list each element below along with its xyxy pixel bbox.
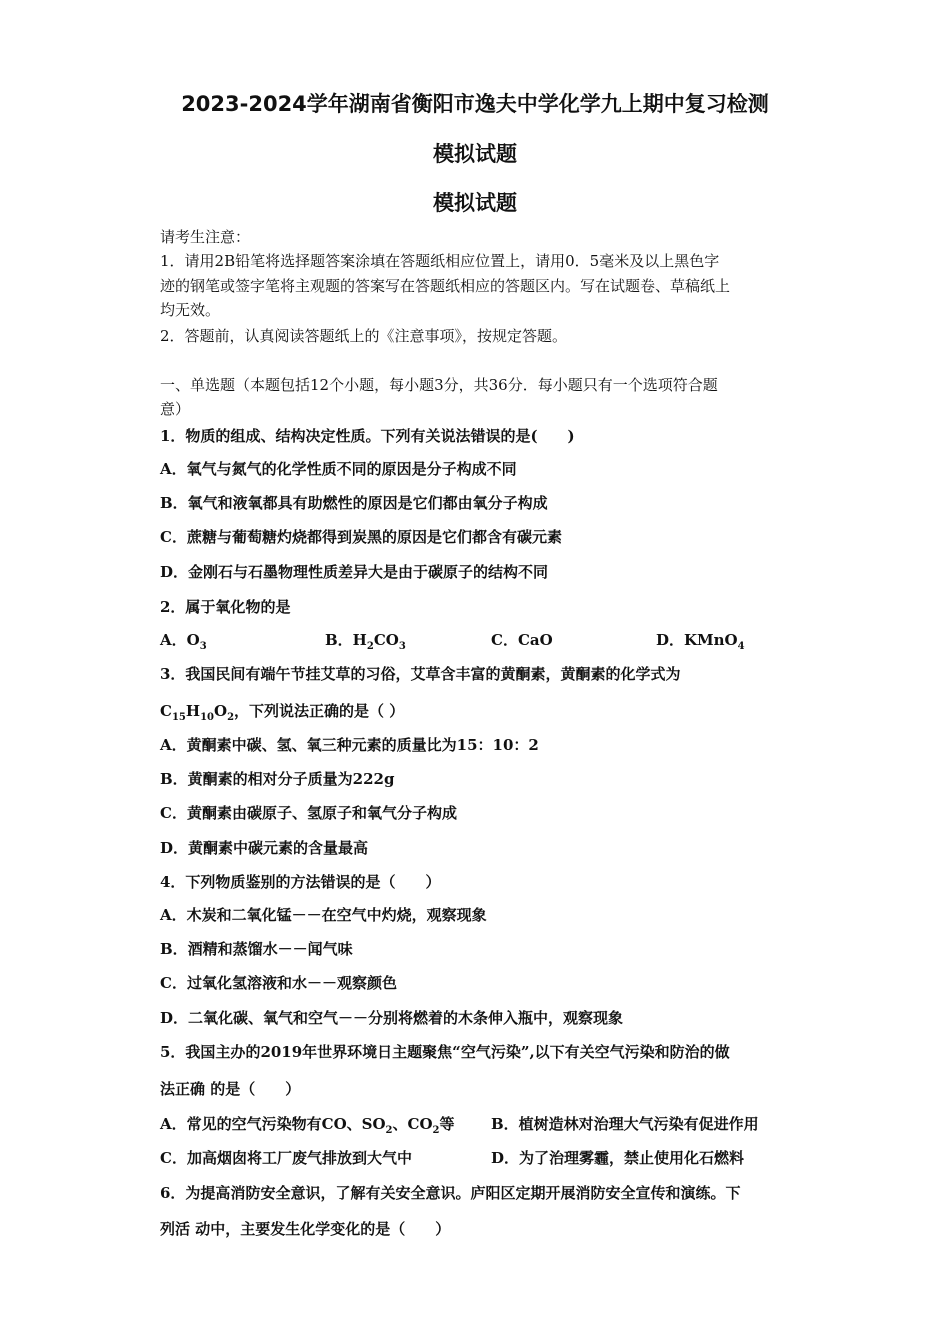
exam-title-line3: 模拟试题 — [433, 191, 517, 215]
exam-title-line2: 模拟试题 — [433, 142, 517, 166]
q3-option-b: B．黄酮素的相对分子质量为222g — [160, 770, 395, 788]
q1-stem: 1．物质的组成、结构决定性质。下列有关说法错误的是( ) — [160, 427, 575, 445]
q2-option-d: D．KMnO$_4$ — [656, 631, 745, 652]
q6-stem-line2: 列活 动中，主要发生化学变化的是（ ） — [160, 1220, 451, 1238]
q3-option-c: C．黄酮素由碳原子、氢原子和氧气分子构成 — [160, 804, 457, 822]
q2-option-a: A．$O_3$ — [160, 631, 207, 652]
q4-option-a: A．木炭和二氧化锰－－在空气中灼烧，观察现象 — [160, 906, 487, 924]
notice-item2: 2．答题前，认真阅读答题纸上的《注意事项》，按规定答题。 — [160, 327, 568, 345]
q3-stem-line1: 3．我国民间有端午节挂艾草的习俗，艾草含丰富的黄酮素，黄酮素的化学式为 — [160, 665, 681, 683]
q2-option-c: C．CaO — [491, 631, 553, 649]
q3-option-a: A．黄酮素中碳、氢、氧三种元素的质量比为15：10：2 — [160, 736, 539, 754]
q3-stem-line2: $C_{15}H_{10}O_2$，下列说法正确的是（ ） — [160, 702, 405, 723]
q2-stem: 2．属于氧化物的是 — [160, 598, 291, 616]
notice-heading: 请考生注意： — [160, 228, 251, 246]
q5-option-a: A．常见的空气污染物有CO、$SO_2$、$CO_2$等 — [160, 1115, 455, 1136]
notice-item1-line3: 均无效。 — [160, 301, 221, 319]
q1-option-d: D．金刚石与石墨物理性质差异大是由于碳原子的结构不同 — [160, 563, 549, 581]
exam-title-line1: 2023-2024学年湖南省衡阳市逸夫中学化学九上期中复习检测 — [181, 92, 769, 116]
q6-stem-line1: 6．为提高消防安全意识，了解有关安全意识。庐阳区定期开展消防安全宣传和演练。下 — [160, 1184, 741, 1202]
q4-option-b: B．酒精和蒸馏水－－闻气味 — [160, 940, 353, 958]
q5-option-d: D．为了治理雾霾，禁止使用化石燃料 — [491, 1149, 745, 1167]
q5-options-row2 — [160, 1147, 800, 1169]
q5-options-row1 — [160, 1113, 800, 1135]
q5-stem-line2: 法正确 的是（ ） — [160, 1080, 301, 1098]
q2-option-b: B．$H_2CO_3$ — [325, 631, 406, 652]
section1-heading-line2: 意） — [160, 400, 191, 418]
q4-option-c: C．过氧化氢溶液和水－－观察颜色 — [160, 974, 397, 992]
q5-option-b: B．植树造林对治理大气污染有促进作用 — [491, 1115, 759, 1133]
section1-heading-line1: 一、单选题（本题包括12个小题，每小题3分，共36分．每小题只有一个选项符合题 — [160, 376, 718, 394]
q3-option-d: D．黄酮素中碳元素的含量最高 — [160, 839, 369, 857]
q1-option-c: C．蔗糖与葡萄糖灼烧都得到炭黑的原因是它们都含有碳元素 — [160, 528, 562, 546]
q1-option-a: A．氧气与氮气的化学性质不同的原因是分子构成不同 — [160, 460, 517, 478]
notice-item1-line1: 1．请用2B铅笔将选择题答案涂填在答题纸相应位置上，请用0．5毫米及以上黑色字 — [160, 252, 720, 270]
q4-option-d: D．二氧化碳、氧气和空气－－分别将燃着的木条伸入瓶中，观察现象 — [160, 1009, 624, 1027]
q4-stem: 4．下列物质鉴别的方法错误的是（ ） — [160, 873, 441, 891]
q5-option-c: C．加高烟囱将工厂废气排放到大气中 — [160, 1149, 412, 1167]
notice-item1-line2: 迹的钢笔或签字笔将主观题的答案写在答题纸相应的答题区内。写在试题卷、草稿纸上 — [160, 277, 731, 295]
q1-option-b: B．氧气和液氧都具有助燃性的原因是它们都由氧分子构成 — [160, 494, 548, 512]
q2-options — [160, 629, 800, 651]
q5-stem-line1: 5．我国主办的2019年世界环境日主题聚焦“空气污染”,以下有关空气污染和防治的做 — [160, 1043, 730, 1061]
